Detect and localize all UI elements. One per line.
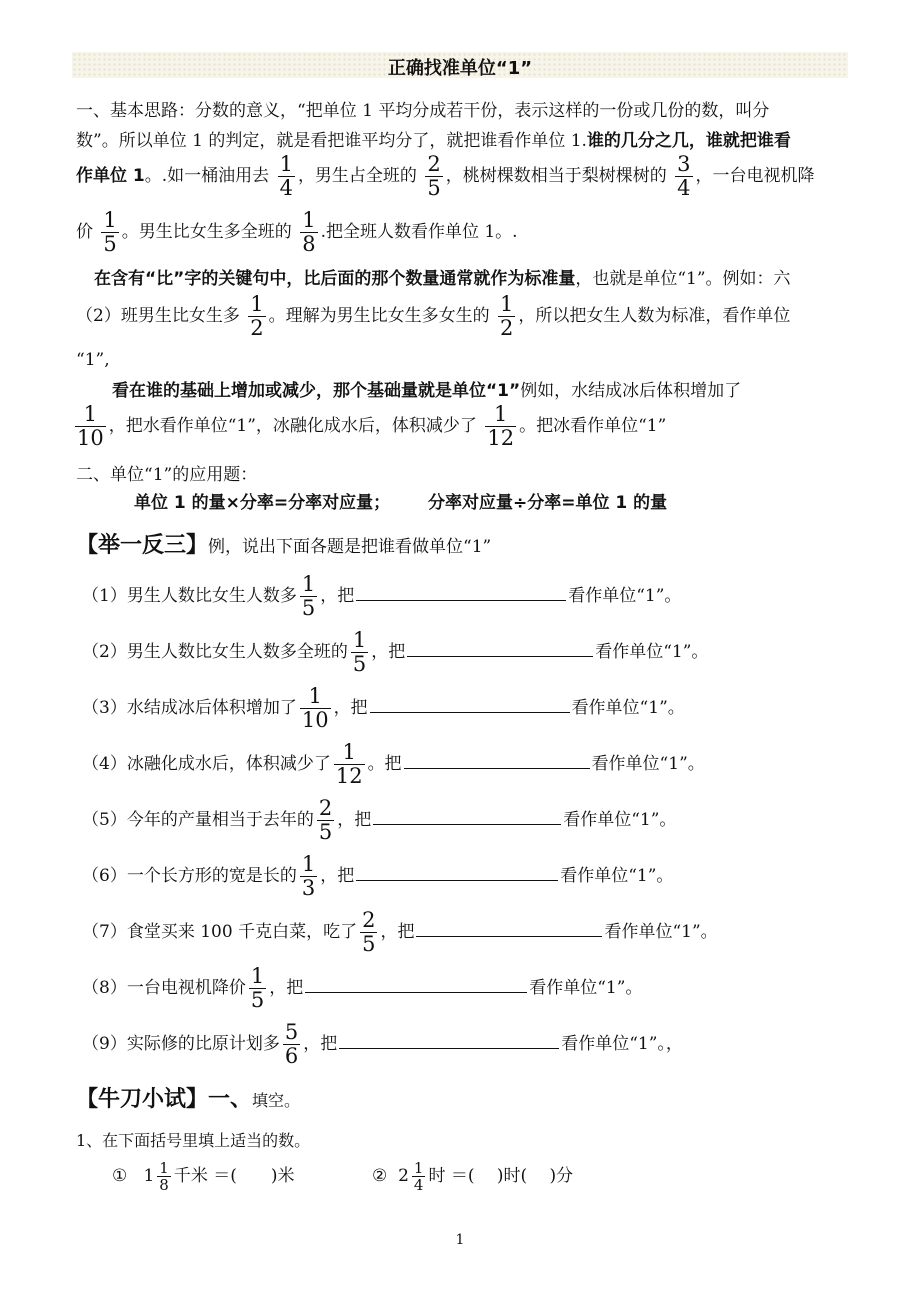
item-text: 看作单位“1”。 [571,698,685,718]
denominator: 6 [284,1044,299,1068]
example-item [82,572,681,620]
fraction [157,1160,171,1194]
circled-number: ② [372,1166,388,1186]
item-text: ，把 [337,810,372,830]
fraction [300,685,331,732]
answer-blank[interactable] [356,866,558,881]
rule1-text: ，也就是单位“1”。例如：六 [575,269,791,289]
intro-line-2 [76,126,791,151]
fraction [248,293,265,340]
denominator: 2 [250,316,264,340]
answer-blank[interactable] [416,922,602,937]
fraction [412,1160,426,1194]
denominator: 5 [103,232,117,256]
numerator: 1 [494,401,508,426]
item-text: （7）食堂买来 100 千克白菜，吃了 [82,922,358,942]
numerator: 1 [159,1158,169,1177]
fraction [425,153,442,200]
example-item [82,740,705,788]
trial-sub: 填空。 [252,1091,301,1110]
rule2-line-1 [112,376,741,401]
denominator: 4 [413,1176,424,1194]
page-number: 1 [455,1232,465,1248]
fraction [675,153,692,200]
denominator: 8 [159,1176,169,1194]
item-text: ，把 [303,1034,338,1054]
numerator: 1 [250,291,264,316]
item-text: 看作单位“1”。 [591,754,705,774]
answer-text: 千米 ＝( )米 [173,1166,295,1186]
rule2-bold: 看在谁的基础上增加或减少，那个基础量就是单位“1” [112,381,521,401]
fraction [300,209,317,256]
rule1-line-3: “1”, [76,350,110,370]
circled-number: ① [112,1166,128,1186]
rule2-text: ，把水看作单位“1”，冰融化成水后，体积减少了 [108,416,477,436]
denominator: 5 [301,596,316,620]
item-text: 看作单位“1”。， [561,1034,683,1054]
fraction [300,573,317,620]
fraction [334,741,365,788]
intro-text: ，一台电视机降 [695,166,815,186]
example-item [82,852,673,900]
numerator: 1 [352,627,367,652]
numerator: 1 [103,207,117,232]
denominator: 10 [77,426,104,450]
denominator: 12 [487,426,515,450]
trial-heading: 【牛刀小试】一、 [76,1087,253,1112]
item-text: ，把 [333,698,368,718]
trial-answer-b [372,1152,573,1200]
item-text: （8）一台电视机降价 [82,978,246,998]
rule2-text: 。把冰看作单位“1” [519,416,667,436]
rule1-text: （2）班男生比女生多 [76,306,240,326]
item-text: （9）实际修的比原计划多 [82,1034,280,1054]
intro-text: 。.如一桶油用去 [144,166,270,186]
denominator: 5 [318,820,333,844]
item-text: 看作单位“1”。 [595,642,709,662]
answer-blank[interactable] [339,1034,559,1049]
intro-bold-unit: 作单位 1 [76,166,145,186]
item-text: ，把 [320,866,355,886]
answer-blank[interactable] [356,586,566,601]
fraction [101,209,118,256]
denominator: 5 [250,988,265,1012]
denominator: 12 [335,764,363,788]
item-text: （3）水结成冰后体积增加了 [82,698,297,718]
answer-blank[interactable] [370,698,570,713]
answer-blank[interactable] [407,642,593,657]
item-text: 看作单位“1”。 [563,810,677,830]
numerator: 1 [83,401,98,426]
answer-text: 时 ＝( )时( )分 [428,1166,574,1186]
rule1-line-2 [76,292,790,340]
fraction [360,909,377,956]
denominator: 5 [362,932,376,956]
denominator: 5 [352,652,367,676]
intro-line-2-bold: 谁的几分之几，谁就把谁看 [586,131,791,151]
page-title: 正确找准单位“1” [387,58,533,79]
formula-2: 分率对应量÷分率=单位 1 的量 [428,493,668,513]
item-text: ，把 [269,978,304,998]
rule2-line-2 [72,402,666,450]
numerator: 3 [677,151,691,176]
intro-text: 价 [76,222,93,242]
formula-1: 单位 1 的量×分率=分率对应量； [134,493,391,513]
denominator: 3 [301,876,316,900]
fraction [317,797,334,844]
denominator: 4 [677,176,691,200]
example-item [82,796,676,844]
item-text: 。把 [367,754,402,774]
example-item [82,628,708,676]
mixed-whole: 2 [398,1166,409,1186]
item-text: 看作单位“1”。 [529,978,643,998]
item-text: ，把 [380,922,415,942]
mixed-whole: 1 [143,1166,155,1186]
item-text: 看作单位“1”。 [604,922,718,942]
rule1-text: ，所以把女生人数为标准，看作单位 [518,306,791,326]
numerator: 1 [342,739,356,764]
item-text: ，把 [320,586,355,606]
example-item [82,964,642,1012]
item-text: 看作单位“1”。 [568,586,682,606]
answer-blank[interactable] [305,978,527,993]
rule1-text: 。理解为男生比女生多女生的 [268,306,490,326]
rule2-text: 例如，水结成冰后体积增加了 [520,381,742,401]
denominator: 10 [301,708,329,732]
intro-line-2-text: 数”。所以单位 1 的判定，就是看把谁平均分了，就把谁看作单位 1. [76,131,587,151]
section2-heading: 二、单位“1”的应用题： [76,465,258,485]
item-text: （4）冰融化成水后，体积减少了 [82,754,331,774]
numerator: 2 [427,151,441,176]
fraction [283,1021,300,1068]
numerator: 1 [279,151,293,176]
trial-heading-row [76,1082,300,1113]
denominator: 8 [302,232,316,256]
numerator: 1 [301,571,316,596]
numerator: 5 [284,1019,299,1044]
fraction [278,153,295,200]
item-text: 看作单位“1”。 [560,866,674,886]
numerator: 2 [318,795,333,820]
example-heading-row [76,528,491,559]
numerator: 1 [500,291,514,316]
intro-line-4 [76,208,518,256]
fraction [249,965,266,1012]
example-heading: 【举一反三】 [76,533,209,558]
denominator: 5 [427,176,441,200]
item-text: （2）男生人数比女生人数多全班的 [82,642,348,662]
fraction [498,293,515,340]
numerator: 1 [413,1158,424,1177]
numerator: 1 [301,851,316,876]
denominator: 4 [279,176,293,200]
intro-text: 。男生比女生多全班的 [121,222,292,242]
example-prompt: 例，说出下面各题是把谁看做单位“1” [208,537,492,557]
answer-blank[interactable] [373,810,561,825]
intro-text: ，桃树棵数相当于梨树棵树的 [445,166,667,186]
fraction [485,403,516,450]
intro-line-1: 一、基本思路：分数的意义，“把单位 1 平均分成若干份，表示这样的一份或几份的数，叫分 [76,101,770,121]
denominator: 2 [500,316,514,340]
item-text: （5）今年的产量相当于去年的 [82,810,314,830]
numerator: 1 [250,963,265,988]
item-text: ，把 [371,642,406,662]
numerator: 2 [362,907,376,932]
intro-text: ，男生占全班的 [297,166,417,186]
numerator: 1 [302,207,316,232]
rule1-line-1 [94,264,791,289]
trial-q1: 1、在下面括号里填上适当的数。 [76,1131,311,1150]
fraction [75,403,106,450]
answer-blank[interactable] [404,754,590,769]
intro-text: .把全班人数看作单位 1。. [320,222,518,242]
intro-line-3 [76,152,815,200]
item-text: （1）男生人数比女生人数多 [82,586,297,606]
example-item [82,908,718,956]
rule1-bold: 在含有“比”字的关键句中，比后面的那个数量通常就作为标准量 [94,269,576,289]
item-text: （6）一个长方形的宽是长的 [82,866,297,886]
trial-answer-a [112,1152,295,1200]
example-item [82,684,685,732]
fraction [300,853,317,900]
fraction [351,629,368,676]
numerator: 1 [308,683,322,708]
example-item [82,1020,683,1068]
